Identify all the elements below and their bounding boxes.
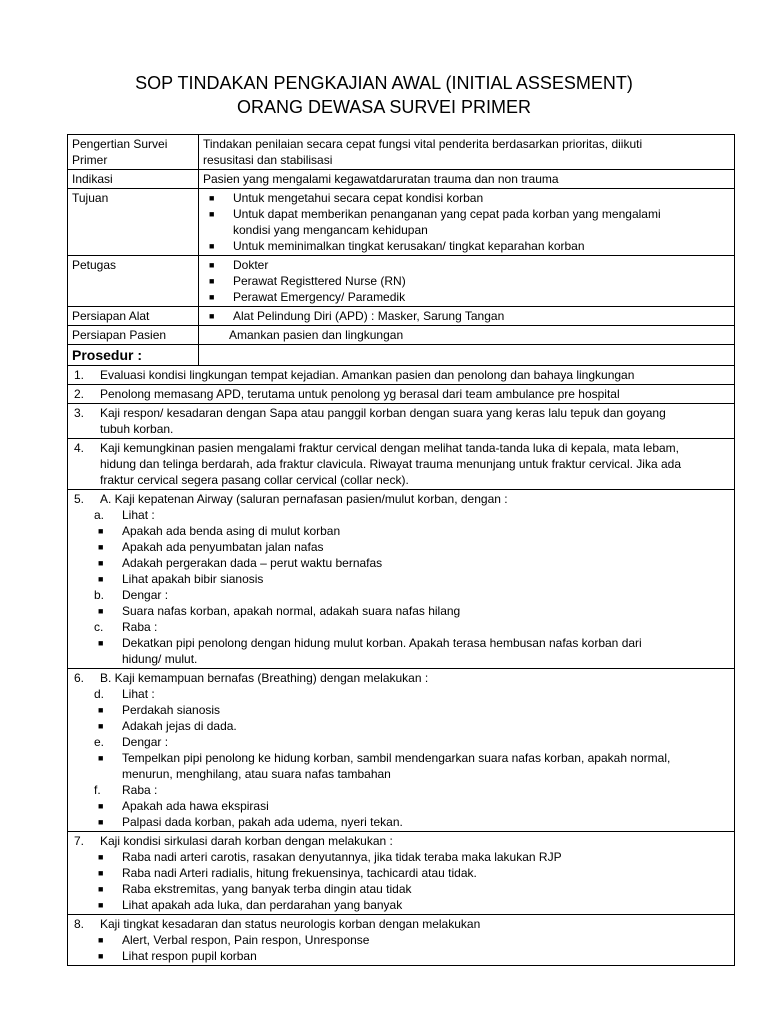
step-number: 3. (74, 406, 85, 420)
pengertian-text-line-1: Tindakan penilaian secara cepat fungsi vital penderita berdasarkan prioritas, diikuti (203, 137, 643, 151)
step-5-b-item-1: Suara nafas korban, apakah normal, adakah suara nafas hilang (122, 604, 461, 618)
step-number: 5. (74, 492, 85, 506)
pengertian-text-line-2: resusitasi dan stabilisasi (203, 153, 333, 167)
step-5-a-item-2: Apakah ada penyumbatan jalan nafas (122, 540, 324, 554)
pengertian-label-cell (68, 135, 199, 170)
list-item (72, 849, 730, 865)
sub-label: Dengar : (122, 588, 169, 602)
step-1-cell (68, 366, 735, 385)
persiapan-pasien-label: Persiapan Pasien (68, 326, 199, 345)
list-item (203, 238, 730, 254)
step-5-a-item-1: Apakah ada benda asing di mulut korban (122, 524, 341, 538)
step-3-text-line-1: Kaji respon/ kesadaran dengan Sapa atau panggil korban dengan suara yang keras lalu tepuk dan goyang (100, 406, 666, 420)
step-4-text-line-3: fraktur cervical segera pasang collar cervical (collar neck). (100, 473, 409, 487)
list-item (72, 798, 730, 814)
step-6-e-item-1-line-2: menurun, menghilang, atau suara nafas tambahan (122, 767, 391, 781)
list-item (72, 814, 730, 830)
step-2-cell (68, 385, 735, 404)
pengertian-label-line-2: Primer (72, 153, 108, 167)
persiapan-pasien-text: Amankan pasien dan lingkungan (229, 328, 404, 342)
tujuan-label: Tujuan (68, 189, 199, 256)
list-item (72, 881, 730, 897)
tujuan-row (68, 189, 735, 256)
step-6-heading: B. Kaji kemampuan bernafas (Breathing) dengan melakukan : (100, 671, 429, 685)
step-6-d-item-1: Perdakah sianosis (122, 703, 221, 717)
tujuan-item-3: Untuk meminimalkan tingkat kerusakan/ tingkat keparahan korban (233, 239, 585, 253)
step-4-text-line-1: Kaji kemungkinan pasien mengalami fraktur cervical dengan melihat tanda-tanda luka di kepala, mata lebam, (100, 441, 679, 455)
sub-letter: b. (94, 588, 105, 602)
step-number: 8. (74, 917, 85, 931)
step-4-cell (68, 439, 735, 490)
bullet-icon: ■ (209, 209, 215, 219)
prosedur-heading: Prosedur : (68, 345, 199, 366)
step-number: 7. (74, 834, 85, 848)
bullet-icon: ■ (98, 884, 104, 894)
prosedur-header-empty-cell (199, 345, 735, 366)
bullet-icon: ■ (98, 817, 104, 827)
sub-label: Dengar : (122, 735, 169, 749)
list-item (72, 571, 730, 587)
list-item (203, 190, 730, 206)
step-number: 6. (74, 671, 85, 685)
step-2-text: Penolong memasang APD, terutama untuk penolong yg berasal dari team ambulance pre hospital (100, 387, 620, 401)
tujuan-item-2-line-2: kondisi yang mengancam kehidupan (233, 223, 428, 237)
bullet-icon: ■ (209, 311, 215, 321)
step-8-item-2: Lihat respon pupil korban (122, 949, 257, 963)
bullet-icon: ■ (98, 868, 104, 878)
document-title-line-1: SOP TINDAKAN PENGKAJIAN AWAL (INITIAL ASSESMENT) (135, 73, 633, 93)
tujuan-list (199, 189, 735, 256)
step-8-row (68, 915, 735, 966)
sub-letter: e. (94, 735, 105, 749)
step-number: 4. (74, 441, 85, 455)
step-8-item-1: Alert, Verbal respon, Pain respon, Unresponse (122, 933, 370, 947)
sub-letter: d. (94, 687, 105, 701)
bullet-icon: ■ (98, 935, 104, 945)
step-8-cell (68, 915, 735, 966)
list-item (203, 289, 730, 305)
sop-table (67, 134, 735, 966)
step-7-item-1: Raba nadi arteri carotis, rasakan denyutannya, jika tidak teraba maka lakukan RJP (122, 850, 562, 864)
bullet-icon: ■ (98, 721, 104, 731)
bullet-icon: ■ (98, 705, 104, 715)
step-5-c-item-1-line-1: Dekatkan pipi penolong dengan hidung mulut korban. Apakah terasa hembusan nafas korban dari (122, 636, 642, 650)
step-5-row (68, 490, 735, 669)
step-6-e-item-1-line-1: Tempelkan pipi penolong ke hidung korban, sambil mendengarkan suara nafas korban, apakah normal, (122, 751, 671, 765)
bullet-icon: ■ (98, 852, 104, 862)
step-6-f-item-1: Apakah ada hawa ekspirasi (122, 799, 269, 813)
bullet-icon: ■ (98, 542, 104, 552)
list-item (72, 948, 730, 964)
step-8-heading: Kaji tingkat kesadaran dan status neurologis korban dengan melakukan (100, 917, 481, 931)
step-5-cell (68, 490, 735, 669)
indikasi-row (68, 170, 735, 189)
sub-letter: f. (94, 783, 101, 797)
bullet-icon: ■ (98, 900, 104, 910)
list-item (72, 750, 730, 782)
step-5-c-item-1-line-2: hidung/ mulut. (122, 652, 198, 666)
list-item (72, 603, 730, 619)
list-item (72, 897, 730, 913)
list-item (72, 555, 730, 571)
list-item (203, 273, 730, 289)
bullet-icon: ■ (98, 638, 104, 648)
list-item (72, 635, 730, 667)
persiapan-alat-label: Persiapan Alat (68, 307, 199, 326)
step-5-a-item-4: Lihat apakah bibir sianosis (122, 572, 264, 586)
step-3-row (68, 404, 735, 439)
step-1-row (68, 366, 735, 385)
step-number: 1. (74, 368, 85, 382)
step-7-row (68, 832, 735, 915)
document-title-line-2: ORANG DEWASA SURVEI PRIMER (236, 97, 532, 117)
bullet-icon: ■ (209, 260, 215, 270)
bullet-icon: ■ (209, 193, 215, 203)
prosedur-header-row (68, 345, 735, 366)
step-3-cell (68, 404, 735, 439)
bullet-icon: ■ (98, 606, 104, 616)
petugas-row (68, 256, 735, 307)
list-item (203, 257, 730, 273)
sub-label: Raba : (122, 620, 158, 634)
sub-label: Lihat : (122, 508, 155, 522)
step-1-text: Evaluasi kondisi lingkungan tempat kejadian. Amankan pasien dan penolong dan bahaya lingkungan (100, 368, 635, 382)
step-5-heading: A. Kaji kepatenan Airway (saluran pernafasan pasien/mulut korban, dengan : (100, 492, 508, 506)
indikasi-text: Pasien yang mengalami kegawatdaruratan trauma dan non trauma (199, 170, 735, 189)
persiapan-alat-item-1: Alat Pelindung Diri (APD) : Masker, Sarung Tangan (233, 309, 505, 323)
sub-label: Raba : (122, 783, 158, 797)
bullet-icon: ■ (98, 526, 104, 536)
bullet-icon: ■ (209, 241, 215, 251)
persiapan-alat-list (199, 307, 735, 326)
list-item (72, 932, 730, 948)
petugas-label: Petugas (68, 256, 199, 307)
step-6-row (68, 669, 735, 832)
list-item (72, 702, 730, 718)
bullet-icon: ■ (98, 574, 104, 584)
list-item (72, 523, 730, 539)
indikasi-label: Indikasi (68, 170, 199, 189)
step-6-d-item-2: Adakah jejas di dada. (122, 719, 237, 733)
persiapan-pasien-row (68, 326, 735, 345)
tujuan-item-2-line-1: Untuk dapat memberikan penanganan yang cepat pada korban yang mengalami (233, 207, 661, 221)
sub-letter: a. (94, 508, 105, 522)
bullet-icon: ■ (98, 753, 104, 763)
step-7-item-2: Raba nadi Arteri radialis, hitung frekuensinya, tachicardi atau tidak. (122, 866, 477, 880)
step-7-item-3: Raba ekstremitas, yang banyak terba dingin atau tidak (122, 882, 412, 896)
step-7-item-4: Lihat apakah ada luka, dan perdarahan yang banyak (122, 898, 403, 912)
step-6-cell (68, 669, 735, 832)
step-4-text-line-2: hidung dan telinga berdarah, ada fraktur clavicula. Riwayat trauma menunjang untuk fraktur cervical. Jika ada (100, 457, 681, 471)
bullet-icon: ■ (209, 276, 215, 286)
step-6-f-item-2: Palpasi dada korban, pakah ada udema, nyeri tekan. (122, 815, 403, 829)
step-3-text-line-2: tubuh korban. (100, 422, 174, 436)
step-7-heading: Kaji kondisi sirkulasi darah korban dengan melakukan : (100, 834, 393, 848)
bullet-icon: ■ (209, 292, 215, 302)
bullet-icon: ■ (98, 951, 104, 961)
tujuan-item-1: Untuk mengetahui secara cepat kondisi korban (233, 191, 484, 205)
pengertian-row (68, 135, 735, 170)
step-7-cell (68, 832, 735, 915)
pengertian-label-line-1: Pengertian Survei (72, 137, 168, 151)
list-item (72, 539, 730, 555)
list-item (72, 718, 730, 734)
step-5-a-item-3: Adakah pergerakan dada – perut waktu bernafas (122, 556, 383, 570)
step-number: 2. (74, 387, 85, 401)
petugas-item-2: Perawat Registtered Nurse (RN) (233, 274, 406, 288)
bullet-icon: ■ (98, 801, 104, 811)
sub-letter: c. (94, 620, 104, 634)
pengertian-value-cell (199, 135, 735, 170)
bullet-icon: ■ (98, 558, 104, 568)
petugas-item-1: Dokter (233, 258, 269, 272)
list-item (203, 308, 730, 324)
persiapan-pasien-cell (199, 326, 735, 345)
persiapan-alat-row (68, 307, 735, 326)
list-item (203, 206, 730, 238)
list-item (72, 865, 730, 881)
petugas-item-3: Perawat Emergency/ Paramedik (233, 290, 406, 304)
sub-label: Lihat : (122, 687, 155, 701)
step-4-row (68, 439, 735, 490)
petugas-list (199, 256, 735, 307)
step-2-row (68, 385, 735, 404)
